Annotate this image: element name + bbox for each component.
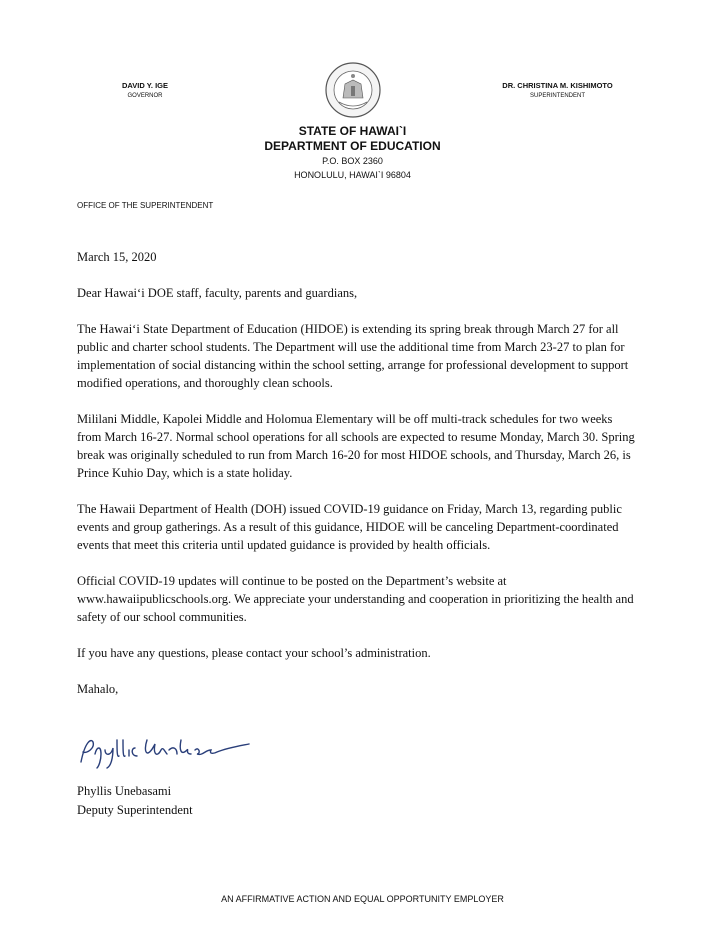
letter-body [77, 248, 637, 716]
letter-paragraph: Mililani Middle, Kapolei Middle and Holomua Elementary will be off multi-track schedules for two weeks from March 16-27. Normal school operations for all schools are expected to resume Monday, March 30. Spring break was originally scheduled to run from March 16-20 for most HIDOE schools, and Thursday, March 26, is Prince Kuhio Day, which is a state holiday. [77, 412, 635, 480]
governor-name: DAVID Y. IGE [122, 81, 168, 90]
letter-paragraph: The Hawaii Department of Health (DOH) issued COVID-19 guidance on Friday, March 13, regarding public events and group gatherings. As a result of this guidance, HIDOE will be canceling Department-coordinated events that meet this criteria until updated guidance is provided by health officials. [77, 502, 622, 552]
state-seal-icon [325, 62, 381, 118]
letter-salutation: Dear Hawai‘i DOE staff, faculty, parents and guardians, [77, 286, 358, 300]
agency-po-box: P.O. BOX 2360 [322, 156, 383, 166]
letter-date: March 15, 2020 [77, 250, 157, 264]
signer-name: Phyllis Unebasami [77, 784, 172, 798]
superintendent-block [490, 81, 625, 101]
superintendent-name: DR. CHRISTINA M. KISHIMOTO [502, 81, 613, 90]
footer-statement: AN AFFIRMATIVE ACTION AND EQUAL OPPORTUNITY EMPLOYER [221, 894, 504, 904]
signer-title: Deputy Superintendent [77, 803, 193, 817]
office-label: OFFICE OF THE SUPERINTENDENT [77, 201, 214, 210]
agency-city: HONOLULU, HAWAI`I 96804 [294, 170, 411, 180]
letter-closing: Mahalo, [77, 682, 119, 696]
governor-block [110, 81, 180, 101]
superintendent-title: SUPERINTENDENT [529, 93, 585, 99]
governor-title: GOVERNOR [127, 93, 163, 99]
signer-block [77, 782, 193, 820]
agency-department: DEPARTMENT OF EDUCATION [264, 139, 441, 153]
agency-address [200, 124, 505, 182]
letter-paragraph: The Hawai‘i State Department of Education (HIDOE) is extending its spring break through March 27 for all public and charter school students. The Department will use the additional time from March 23-27 to plan for implementation of social distancing within the school setting, arrange for professional development to support modified operations, and thoroughly clean schools. [77, 322, 629, 390]
agency-state: STATE OF HAWAI`I [298, 124, 407, 138]
handwritten-signature [77, 732, 252, 772]
letter-paragraph: Official COVID-19 updates will continue to be posted on the Department’s website at www.hawaiipublicschools.org. We appreciate your understanding and cooperation in prioritizing the health and safety of our school communities. [77, 574, 634, 624]
letter-paragraph: If you have any questions, please contact your school’s administration. [77, 646, 431, 660]
